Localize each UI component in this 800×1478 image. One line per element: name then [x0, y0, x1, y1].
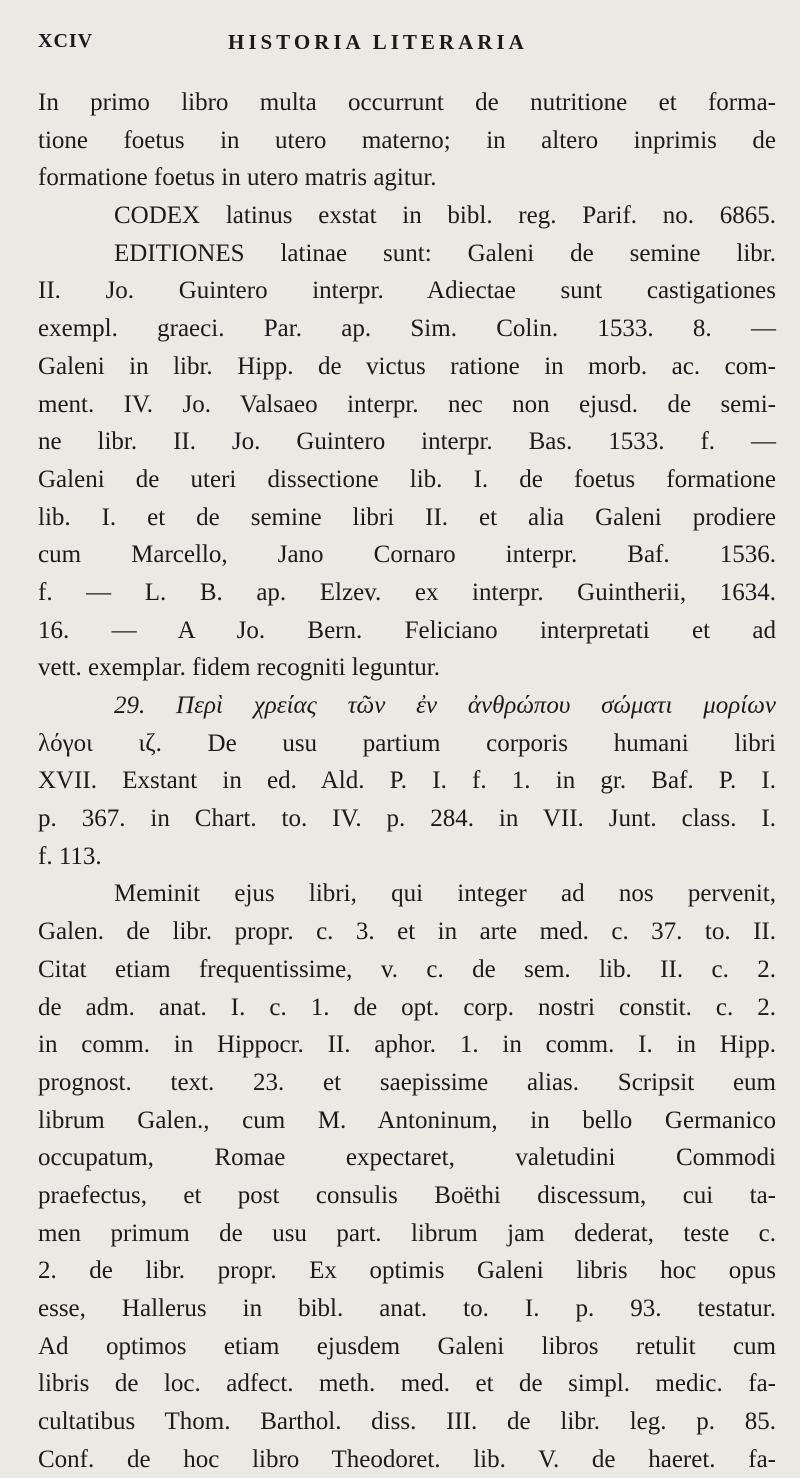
text-line: Ad optimos etiam ejusdem Galeni libros retulit cum	[38, 1332, 776, 1360]
text-line: EDITIONES latinae sunt: Galeni de semine libr.	[114, 239, 776, 267]
body-text	[38, 84, 776, 1478]
text-line: f. — L. B. ap. Elzev. ex interpr. Guintherii, 1634.	[38, 578, 776, 606]
text-line: 2. de libr. propr. Ex optimis Galeni libris hoc opus	[38, 1257, 776, 1285]
text-line: vett. exemplar. fidem recogniti leguntur.	[38, 654, 440, 682]
text-line: librum Galen., cum M. Antoninum, in bello Germanico	[38, 1106, 776, 1134]
text-line: ne libr. II. Jo. Guintero interpr. Bas. 1533. f. —	[38, 428, 776, 456]
text-line: cum Marcello, Jano Cornaro interpr. Baf. 1536.	[38, 541, 776, 569]
text-line: exempl. graeci. Par. ap. Sim. Colin. 1533. 8. —	[38, 315, 776, 343]
text-line: prognost. text. 23. et saepissime alias. Scripsit eum	[38, 1068, 776, 1096]
text-line: Citat etiam frequentissime, v. c. de sem. lib. II. c. 2.	[38, 955, 776, 983]
text-line: Galeni in libr. Hipp. de victus ratione in morb. ac. com-	[38, 352, 776, 380]
text-line: 16. — A Jo. Bern. Feliciano interpretati et ad	[38, 616, 776, 644]
text-line: In primo libro multa occurrunt de nutritione et forma-	[38, 89, 776, 116]
text-line: II. Jo. Guintero interpr. Adiectae sunt castigationes	[38, 277, 776, 305]
text-line: cultatibus Thom. Barthol. diss. III. de libr. leg. p. 85.	[38, 1408, 776, 1436]
text-line: lib. I. et de semine libri II. et alia Galeni prodiere	[38, 503, 776, 531]
text-line: Conf. de hoc libro Theodoret. lib. V. de haeret. fa-	[38, 1445, 776, 1473]
text-line: in comm. in Hippocr. II. aphor. 1. in comm. I. in Hipp.	[38, 1031, 776, 1059]
text-line: esse, Hallerus in bibl. anat. to. I. p. 93. testatur.	[38, 1295, 776, 1322]
page-number: XCIV	[38, 30, 94, 52]
text-line: formatione foetus in utero matris agitur.	[38, 164, 437, 192]
text-line: Galen. de libr. propr. c. 3. et in arte med. c. 37. to. II.	[38, 918, 776, 946]
text-line: occupatum, Romae expectaret, valetudini Commodi	[38, 1144, 776, 1172]
text-line: men primum de usu part. librum jam dederat, teste c.	[38, 1219, 776, 1247]
text-line: λόγοι ιζ. De usu partium corporis humani libri	[38, 729, 776, 757]
text-line: p. 367. in Chart. to. IV. p. 284. in VII. Junt. class. I.	[38, 805, 776, 833]
running-title: HISTORIA LITERARIA	[228, 30, 528, 54]
text-line: libris de loc. adfect. meth. med. et de simpl. medic. fa-	[38, 1370, 776, 1398]
section-heading-greek: 29. Περὶ χρείας τῶν ἐν ἀνθρώπου σώματι μορίων	[114, 692, 776, 719]
text-line: Galeni de uteri dissectione lib. I. de foetus formatione	[38, 465, 776, 493]
text-line: de adm. anat. I. c. 1. de opt. corp. nostri constit. c. 2.	[38, 993, 776, 1021]
text-line: ment. IV. Jo. Valsaeo interpr. nec non ejusd. de semi-	[38, 390, 776, 418]
text-line: XVII. Exstant in ed. Ald. P. I. f. 1. in gr. Baf. P. I.	[38, 767, 776, 795]
running-head	[38, 28, 776, 64]
text-line: Meminit ejus libri, qui integer ad nos pervenit,	[114, 880, 776, 908]
text-line: CODEX latinus exstat in bibl. reg. Parif. no. 6865.	[114, 202, 776, 230]
text-line: tione foetus in utero materno; in altero inprimis de	[38, 126, 776, 154]
text-line: f. 113.	[38, 842, 102, 870]
text-line: praefectus, et post consulis Boëthi discessum, cui ta-	[38, 1181, 776, 1209]
